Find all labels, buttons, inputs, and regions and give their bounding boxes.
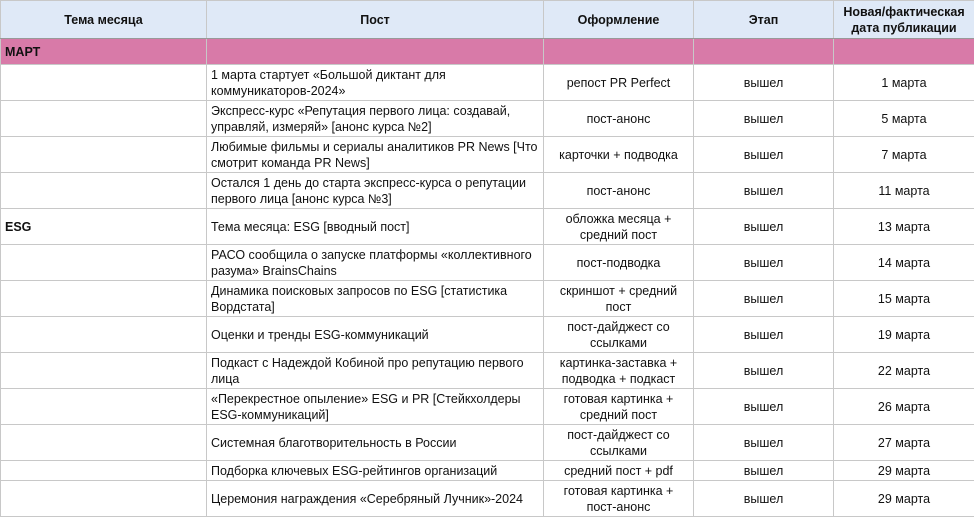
theme-cell[interactable]	[1, 65, 207, 101]
month-cell[interactable]	[544, 39, 694, 65]
theme-cell[interactable]	[1, 101, 207, 137]
post-cell[interactable]: Экспресс-курс «Репутация первого лица: создавай, управляй, измеряй» [анонс курса №2]	[207, 101, 544, 137]
table-row	[1, 481, 974, 517]
date-cell[interactable]: 14 марта	[834, 245, 974, 281]
table-row	[1, 389, 974, 425]
post-cell[interactable]: Системная благотворительность в России	[207, 425, 544, 461]
month-row	[1, 39, 974, 65]
stage-cell[interactable]: вышел	[694, 317, 834, 353]
post-cell[interactable]: Подкаст с Надеждой Кобиной про репутацию первого лица	[207, 353, 544, 389]
date-cell[interactable]: 22 марта	[834, 353, 974, 389]
theme-cell[interactable]	[1, 425, 207, 461]
month-cell[interactable]	[834, 39, 974, 65]
stage-cell[interactable]: вышел	[694, 389, 834, 425]
header-date[interactable]	[834, 1, 974, 39]
theme-cell[interactable]	[1, 173, 207, 209]
theme-cell[interactable]: ESG	[1, 209, 207, 245]
stage-cell[interactable]: вышел	[694, 461, 834, 481]
table-row	[1, 209, 974, 245]
header-date-line1: Новая/фактическая	[843, 4, 965, 19]
table-row	[1, 281, 974, 317]
design-cell[interactable]: пост-анонс	[544, 101, 694, 137]
stage-cell[interactable]: вышел	[694, 353, 834, 389]
post-cell[interactable]: Церемония награждения «Серебряный Лучник»-2024	[207, 481, 544, 517]
design-cell[interactable]: скриншот + средний пост	[544, 281, 694, 317]
post-cell[interactable]: «Перекрестное опыление» ESG и PR [Стейкхолдеры ESG-коммуникаций]	[207, 389, 544, 425]
table-row	[1, 245, 974, 281]
design-cell[interactable]: готовая картинка + средний пост	[544, 389, 694, 425]
header-post[interactable]: Пост	[207, 1, 544, 39]
table-row	[1, 353, 974, 389]
post-cell[interactable]: Остался 1 день до старта экспресс-курса о репутации первого лица [анонс курса №3]	[207, 173, 544, 209]
stage-cell[interactable]: вышел	[694, 209, 834, 245]
header-date-line2: дата публикации	[851, 20, 957, 35]
month-cell[interactable]	[207, 39, 544, 65]
date-cell[interactable]: 15 марта	[834, 281, 974, 317]
table-row	[1, 317, 974, 353]
stage-cell[interactable]: вышел	[694, 65, 834, 101]
table-row	[1, 425, 974, 461]
table-row	[1, 101, 974, 137]
design-cell[interactable]: пост-дайджест со ссылками	[544, 317, 694, 353]
design-cell[interactable]: готовая картинка + пост-анонс	[544, 481, 694, 517]
date-cell[interactable]: 29 марта	[834, 461, 974, 481]
header-design[interactable]: Оформление	[544, 1, 694, 39]
post-cell[interactable]: Тема месяца: ESG [вводный пост]	[207, 209, 544, 245]
design-cell[interactable]: пост-подводка	[544, 245, 694, 281]
date-cell[interactable]: 7 марта	[834, 137, 974, 173]
theme-cell[interactable]	[1, 389, 207, 425]
table-row	[1, 461, 974, 481]
design-cell[interactable]: репост PR Perfect	[544, 65, 694, 101]
stage-cell[interactable]: вышел	[694, 137, 834, 173]
post-cell[interactable]: Любимые фильмы и сериалы аналитиков PR News [Что смотрит команда PR News]	[207, 137, 544, 173]
theme-cell[interactable]	[1, 461, 207, 481]
theme-cell[interactable]	[1, 317, 207, 353]
design-cell[interactable]: пост-анонс	[544, 173, 694, 209]
design-cell[interactable]: пост-дайджест со ссылками	[544, 425, 694, 461]
date-cell[interactable]: 27 марта	[834, 425, 974, 461]
date-cell[interactable]: 29 марта	[834, 481, 974, 517]
stage-cell[interactable]: вышел	[694, 101, 834, 137]
header-stage[interactable]: Этап	[694, 1, 834, 39]
date-cell[interactable]: 13 марта	[834, 209, 974, 245]
header-theme[interactable]: Тема месяца	[1, 1, 207, 39]
date-cell[interactable]: 5 марта	[834, 101, 974, 137]
stage-cell[interactable]: вышел	[694, 245, 834, 281]
design-cell[interactable]: карточки + подводка	[544, 137, 694, 173]
stage-cell[interactable]: вышел	[694, 173, 834, 209]
post-cell[interactable]: Подборка ключевых ESG-рейтингов организаций	[207, 461, 544, 481]
stage-cell[interactable]: вышел	[694, 281, 834, 317]
table-row	[1, 137, 974, 173]
table-row	[1, 65, 974, 101]
post-cell[interactable]: РАСО сообщила о запуске платформы «коллективного разума» BrainsChains	[207, 245, 544, 281]
theme-cell[interactable]	[1, 137, 207, 173]
post-cell[interactable]: Динамика поисковых запросов по ESG [статистика Вордстата]	[207, 281, 544, 317]
theme-cell[interactable]	[1, 245, 207, 281]
post-cell[interactable]: Оценки и тренды ESG-коммуникаций	[207, 317, 544, 353]
theme-cell[interactable]	[1, 481, 207, 517]
design-cell[interactable]: обложка месяца + средний пост	[544, 209, 694, 245]
date-cell[interactable]: 19 марта	[834, 317, 974, 353]
header-row	[1, 1, 974, 39]
stage-cell[interactable]: вышел	[694, 425, 834, 461]
theme-cell[interactable]	[1, 353, 207, 389]
month-cell[interactable]	[694, 39, 834, 65]
date-cell[interactable]: 26 марта	[834, 389, 974, 425]
design-cell[interactable]: картинка-заставка + подводка + подкаст	[544, 353, 694, 389]
month-label[interactable]: МАРТ	[1, 39, 207, 65]
theme-cell[interactable]	[1, 281, 207, 317]
table-row	[1, 173, 974, 209]
design-cell[interactable]: средний пост + pdf	[544, 461, 694, 481]
post-cell[interactable]: 1 марта стартует «Большой диктант для коммуникаторов-2024»	[207, 65, 544, 101]
stage-cell[interactable]: вышел	[694, 481, 834, 517]
date-cell[interactable]: 1 марта	[834, 65, 974, 101]
date-cell[interactable]: 11 марта	[834, 173, 974, 209]
